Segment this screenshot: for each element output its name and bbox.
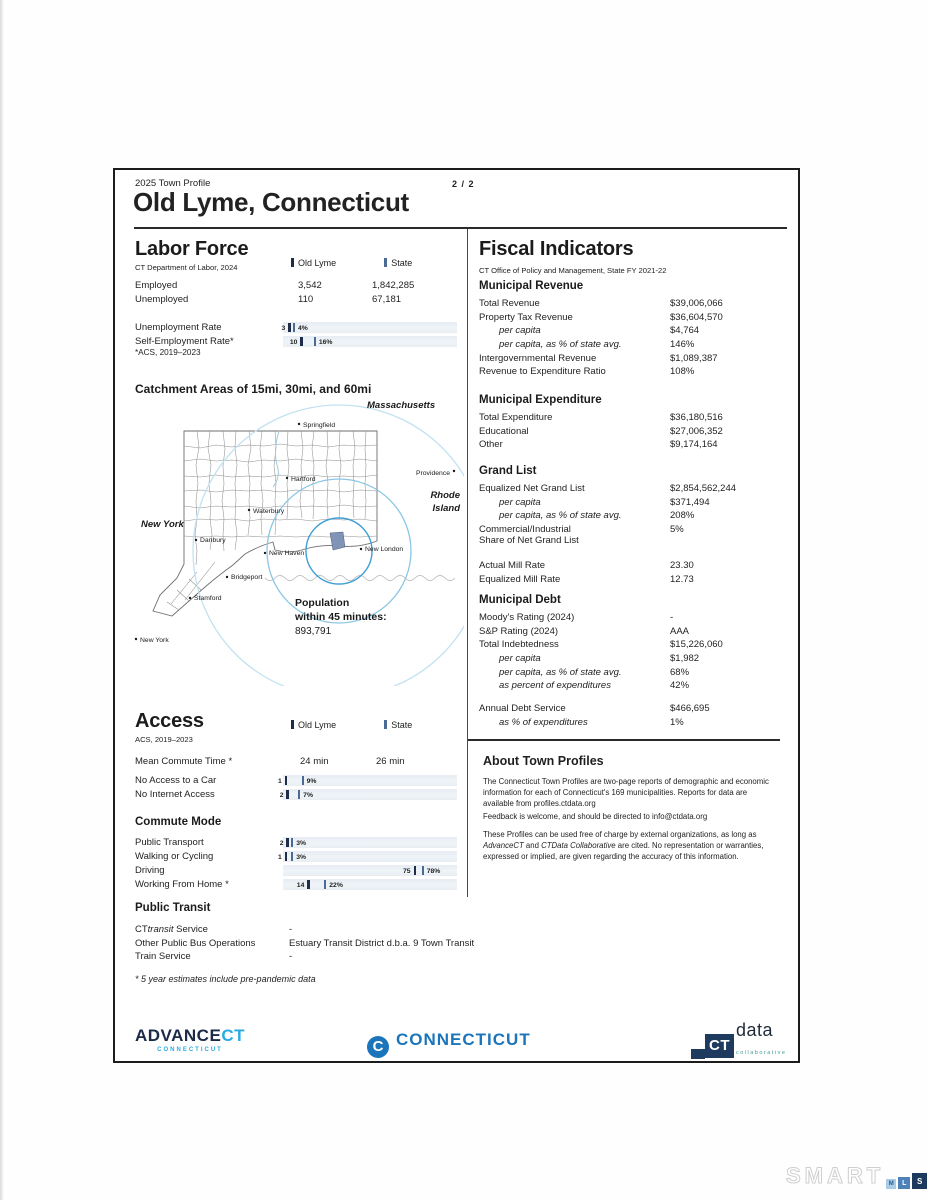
legend-town-tick-icon [291,258,294,267]
bar-row: No Access to a Car 1 9% [135,774,465,788]
city-dot-icon [360,548,362,550]
connecticut-logo [367,1030,531,1058]
fiscal-row: per capita, as % of state avg. 208% [499,510,695,522]
table-row: Train Service - [135,951,293,962]
mls-l-icon: L [898,1177,910,1189]
legend-town-tick-icon [291,720,294,729]
fiscal-row: Moody's Rating (2024) - [479,612,674,623]
town-value-tick-icon [288,323,291,332]
fiscal-row: as percent of expenditures 42% [499,680,690,692]
town-value-tick-icon [300,337,303,346]
city-label: Waterbury [253,508,285,515]
table-row: Mean Commute Time * 24 min 26 min [135,756,405,767]
page-title: Old Lyme, Connecticut [133,187,409,217]
grand-list-heading: Grand List [479,465,537,477]
scan-edge-artifact [0,0,4,1200]
page-number: 2 / 2 [452,179,475,189]
fiscal-row: Other $9,174,164 [479,439,718,451]
state-value-tick-icon [314,337,316,346]
connecticut-c-icon: C [367,1036,389,1058]
fiscal-heading: Fiscal Indicators [479,238,634,260]
access-heading: Access [135,710,204,732]
about-section-rule [468,739,780,741]
city-label: Hartford [291,476,316,483]
city-dot-icon [135,638,137,640]
table-row: Unemployed 110 67,181 [135,293,402,305]
ctdata-word: data [736,1020,774,1040]
smartmls-watermark [786,1163,927,1189]
fiscal-row: per capita, as % of state avg. 68% [499,666,690,678]
state-value-tick-icon [324,880,326,889]
city-dot-icon [189,597,191,599]
fiscal-row: Annual Debt Service $466,695 [479,703,710,715]
fiscal-row: Commercial/Industrial Share of Net Grand List 5% [479,524,684,547]
municipal-expenditure-table [479,412,785,453]
bar-row: No Internet Access 2 7% [135,788,465,802]
left-column [135,236,475,1016]
catchment-map [127,394,464,686]
fiscal-row: per capita $1,982 [499,653,700,665]
legend-town-label: Old Lyme [298,720,337,730]
table-row: CTtransit Service - [135,924,293,935]
about-paragraph-3: These Profiles can be used free of charge by external organizations, as long as AdvanceCT and CTData Collaborative are cited. No representation or warranties, expressed or implied, are given regarding the accuracy of this information. [483,830,764,861]
labor-footnote: *ACS, 2019–2023 [135,348,201,357]
city-dot-icon [298,423,300,425]
fiscal-row: Equalized Net Grand List $2,854,562,244 [479,483,737,494]
fiscal-row: per capita $4,764 [499,325,700,337]
document-page [113,168,800,1063]
right-column [479,236,785,1016]
ctdata-tail-shape [691,1049,705,1059]
town-value-tick-icon [285,776,288,785]
ctdata-logo [691,1020,787,1059]
ctdata-subtitle: collaborative [736,1050,787,1056]
fiscal-row: Educational $27,006,352 [479,425,723,437]
fiscal-row: Intergovernmental Revenue $1,089,387 [479,352,718,364]
legend-state-tick-icon [384,258,387,267]
population-callout: within 45 minutes: [295,611,387,623]
fiscal-row: as % of expenditures 1% [499,716,684,728]
access-source: ACS, 2019–2023 [135,735,193,744]
town-value-tick-icon [307,880,310,889]
state-value-tick-icon [291,838,293,847]
advancect-subtitle: CONNECTICUT [157,1047,223,1053]
fiscal-row: Total Expenditure $36,180,516 [479,412,723,423]
state-value-tick-icon [302,776,304,785]
municipal-debt-table [479,612,785,731]
bar-row: Driving 75 78% [135,864,465,878]
labor-force-source: CT Department of Labor, 2024 [135,263,238,272]
fiscal-row: S&P Rating (2024) AAA [479,625,690,637]
legend-state-label: State [391,720,413,730]
smart-word: SMART [786,1163,885,1188]
legend-town-label: Old Lyme [298,258,337,268]
fiscal-row: per capita $371,494 [499,496,710,508]
city-label: Stamford [194,595,222,602]
state-outline [153,431,377,616]
legend-state-tick-icon [384,720,387,729]
city-label: Bridgeport [231,574,263,581]
about-paragraph-1: The Connecticut Town Profiles are two-page reports of demographic and economic information for each of Connecticut's 169 municipalities. Reports for data are available from profiles.ctdata.org [483,777,769,808]
fiscal-row: Total Indebtedness $15,226,060 [479,639,723,651]
state-value-tick-icon [422,866,424,875]
fiscal-source: CT Office of Policy and Management, State FY 2021-22 [479,266,667,275]
state-value-tick-icon [291,852,293,861]
connecticut-wordmark: CONNECTICUT [396,1030,531,1049]
fiscal-row: Equalized Mill Rate 12.73 [479,573,694,585]
fiscal-row: Revenue to Expenditure Ratio 108% [479,366,695,378]
municipal-expenditure-heading: Municipal Expenditure [479,394,602,406]
profile-year-label: 2025 Town Profile [135,178,211,189]
table-row: Employed 3,542 1,842,285 [135,280,415,291]
state-value-tick-icon [298,790,300,799]
advancect-ct: CT [221,1026,245,1045]
labor-force-heading: Labor Force [135,238,249,260]
municipal-revenue-heading: Municipal Revenue [479,280,584,292]
municipal-revenue-table [479,298,785,380]
city-dot-icon [195,539,197,541]
city-dot-icon [264,552,266,554]
fiscal-row: Property Tax Revenue $36,604,570 [479,311,723,323]
municipal-debt-heading: Municipal Debt [479,594,561,606]
column-divider [467,229,468,897]
bar-row: Unemployment Rate 3 4% [135,321,465,335]
population-callout: Population [295,597,350,609]
bar-row: Public Transport 2 3% [135,836,465,850]
mls-m-icon: M [886,1179,896,1189]
bar-row: Self-Employment Rate* 10 16% [135,335,465,349]
city-label: New Haven [269,550,305,557]
grand-list-table [479,483,785,587]
region-label: Massachusetts [367,400,436,411]
about-paragraph-2: Feedback is welcome, and should be directed to info@ctdata.org [483,812,708,821]
legend-labor [291,258,412,268]
table-row: Other Public Bus Operations Estuary Transit District d.b.a. 9 Town Transit [135,937,475,949]
advancect-word: ADVANCE [135,1026,222,1045]
catchment-title: Catchment Areas of 15mi, 30mi, and 60mi [135,382,372,396]
city-label: Springfield [303,422,336,429]
legend-state-label: State [391,258,413,268]
city-dot-icon [248,509,250,511]
fiscal-row: Actual Mill Rate 23.30 [479,560,694,572]
legend-access [291,720,412,730]
population-callout: 893,791 [295,626,332,637]
city-label: New London [365,546,404,553]
ctdata-ct-icon: CT [705,1034,734,1058]
public-transit-heading: Public Transit [135,902,211,914]
region-label: Rhode [430,490,460,501]
header-rule [134,227,787,229]
state-value-tick-icon [293,323,295,332]
about-heading: About Town Profiles [483,754,604,768]
city-dot-icon [226,576,228,578]
old-lyme-town-highlight [330,532,345,550]
region-label: Island [432,503,460,514]
town-value-tick-icon [286,790,289,799]
town-value-tick-icon [285,852,288,861]
bar-row: Walking or Cycling 1 3% [135,850,465,864]
town-value-tick-icon [286,838,289,847]
city-label: Danbury [200,537,226,544]
city-dot-icon [453,470,455,472]
city-label: New York [140,637,169,644]
bar-row: Working From Home * 14 22% [135,878,465,892]
advancect-logo [135,1026,245,1053]
mls-s-icon: S [912,1173,927,1189]
fiscal-row: per capita, as % of state avg. 146% [499,339,695,351]
city-label: Providence [415,470,450,477]
city-dot-icon [286,477,288,479]
commute-mode-heading: Commute Mode [135,816,222,828]
fiscal-row: Total Revenue $39,006,066 [479,298,723,309]
pre-pandemic-footnote: * 5 year estimates include pre-pandemic data [135,974,316,984]
town-value-tick-icon [414,866,417,875]
region-label: New York [141,519,184,530]
